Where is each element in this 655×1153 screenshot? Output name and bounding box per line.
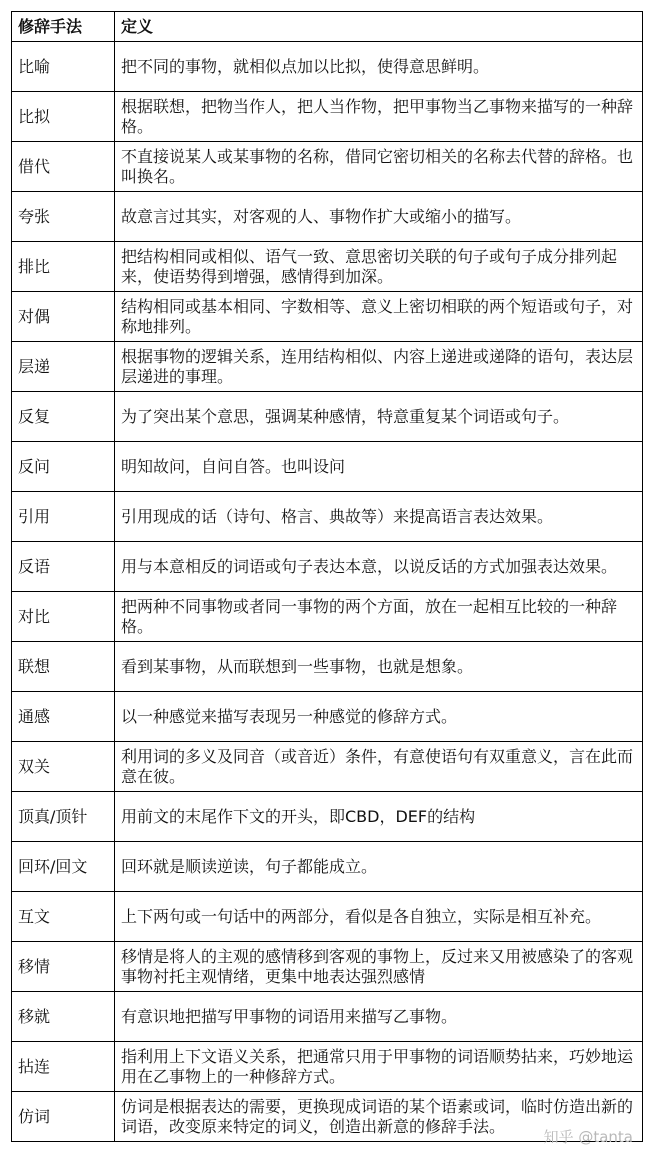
rhetoric-definition-cell: 用前文的末尾作下文的开头，即CBD，DEF的结构 [115, 792, 643, 842]
table-row [12, 842, 643, 892]
rhetoric-definition-cell: 把结构相同或相似、语气一致、意思密切关联的句子或句子成分排列起来，使语势得到增强，感情得到加深。 [115, 242, 643, 292]
table-row [12, 242, 643, 292]
rhetoric-name-cell: 回环/回文 [12, 842, 115, 892]
rhetoric-definition-cell: 把两种不同事物或者同一事物的两个方面，放在一起相互比较的一种辞格。 [115, 592, 643, 642]
rhetoric-definition-cell: 移情是将人的主观的感情移到客观的事物上，反过来又用被感染了的客观事物衬托主观情绪，更集中地表达强烈感情 [115, 942, 643, 992]
rhetoric-name-cell: 移就 [12, 992, 115, 1042]
rhetoric-definition-cell: 明知故问，自问自答。也叫设问 [115, 442, 643, 492]
rhetoric-name-cell: 引用 [12, 492, 115, 542]
table-row [12, 942, 643, 992]
header-definition: 定义 [115, 12, 643, 42]
rhetoric-definition-cell: 为了突出某个意思，强调某种感情，特意重复某个词语或句子。 [115, 392, 643, 442]
table-row [12, 192, 643, 242]
rhetoric-name-cell: 拈连 [12, 1042, 115, 1092]
rhetoric-name-cell: 借代 [12, 142, 115, 192]
table-row [12, 492, 643, 542]
table-row [12, 442, 643, 492]
table-row [12, 342, 643, 392]
rhetoric-name-cell: 比喻 [12, 42, 115, 92]
rhetoric-definition-cell: 指利用上下文语义关系，把通常只用于甲事物的词语顺势拈来，巧妙地运用在乙事物上的一种修辞方式。 [115, 1042, 643, 1092]
table-row [12, 42, 643, 92]
rhetoric-name-cell: 比拟 [12, 92, 115, 142]
rhetoric-name-cell: 层递 [12, 342, 115, 392]
header-name: 修辞手法 [12, 12, 115, 42]
table-row [12, 792, 643, 842]
table-row [12, 292, 643, 342]
rhetoric-table [11, 11, 643, 1142]
rhetoric-definition-cell: 上下两句或一句话中的两部分，看似是各自独立，实际是相互补充。 [115, 892, 643, 942]
table-row [12, 642, 643, 692]
table-row [12, 392, 643, 442]
table-row [12, 92, 643, 142]
table-row [12, 542, 643, 592]
rhetoric-name-cell: 排比 [12, 242, 115, 292]
rhetoric-definition-cell: 不直接说某人或某事物的名称，借同它密切相关的名称去代替的辞格。也叫换名。 [115, 142, 643, 192]
table-row [12, 992, 643, 1042]
rhetoric-name-cell: 双关 [12, 742, 115, 792]
table-body [12, 42, 643, 1142]
rhetoric-definition-cell: 引用现成的话（诗句、格言、典故等）来提高语言表达效果。 [115, 492, 643, 542]
rhetoric-name-cell: 通感 [12, 692, 115, 742]
rhetoric-name-cell: 夸张 [12, 192, 115, 242]
rhetoric-definition-cell: 利用词的多义及同音（或音近）条件，有意使语句有双重意义，言在此而意在彼。 [115, 742, 643, 792]
rhetoric-name-cell: 移情 [12, 942, 115, 992]
rhetoric-definition-cell: 有意识地把描写甲事物的词语用来描写乙事物。 [115, 992, 643, 1042]
table-row [12, 1042, 643, 1092]
table-row [12, 892, 643, 942]
table-row [12, 692, 643, 742]
watermark: 知乎 @tanta [543, 1128, 633, 1146]
rhetoric-name-cell: 仿词 [12, 1092, 115, 1142]
rhetoric-name-cell: 对比 [12, 592, 115, 642]
rhetoric-definition-cell: 根据事物的逻辑关系，连用结构相似、内容上递进或递降的语句，表达层层递进的事理。 [115, 342, 643, 392]
rhetoric-definition-cell: 故意言过其实，对客观的人、事物作扩大或缩小的描写。 [115, 192, 643, 242]
rhetoric-definition-cell: 把不同的事物，就相似点加以比拟，使得意思鲜明。 [115, 42, 643, 92]
rhetoric-definition-cell: 根据联想，把物当作人，把人当作物，把甲事物当乙事物来描写的一种辞格。 [115, 92, 643, 142]
rhetoric-definition-cell: 仿词是根据表达的需要，更换现成词语的某个语素或词，临时仿造出新的词语，改变原来特定的词义，创造出新意的修辞手法。 [115, 1092, 643, 1142]
table-row [12, 592, 643, 642]
rhetoric-name-cell: 对偶 [12, 292, 115, 342]
rhetoric-name-cell: 联想 [12, 642, 115, 692]
rhetoric-name-cell: 反复 [12, 392, 115, 442]
rhetoric-definition-cell: 以一种感觉来描写表现另一种感觉的修辞方式。 [115, 692, 643, 742]
header-row [12, 12, 643, 42]
rhetoric-definition-cell: 回环就是顺读逆读，句子都能成立。 [115, 842, 643, 892]
table-row [12, 142, 643, 192]
rhetoric-definition-cell: 看到某事物，从而联想到一些事物，也就是想象。 [115, 642, 643, 692]
rhetoric-definition-cell: 结构相同或基本相同、字数相等、意义上密切相联的两个短语或句子，对称地排列。 [115, 292, 643, 342]
rhetoric-definition-cell: 用与本意相反的词语或句子表达本意，以说反话的方式加强表达效果。 [115, 542, 643, 592]
rhetoric-name-cell: 反语 [12, 542, 115, 592]
rhetoric-name-cell: 互文 [12, 892, 115, 942]
rhetoric-name-cell: 顶真/顶针 [12, 792, 115, 842]
table-row [12, 742, 643, 792]
rhetoric-name-cell: 反问 [12, 442, 115, 492]
